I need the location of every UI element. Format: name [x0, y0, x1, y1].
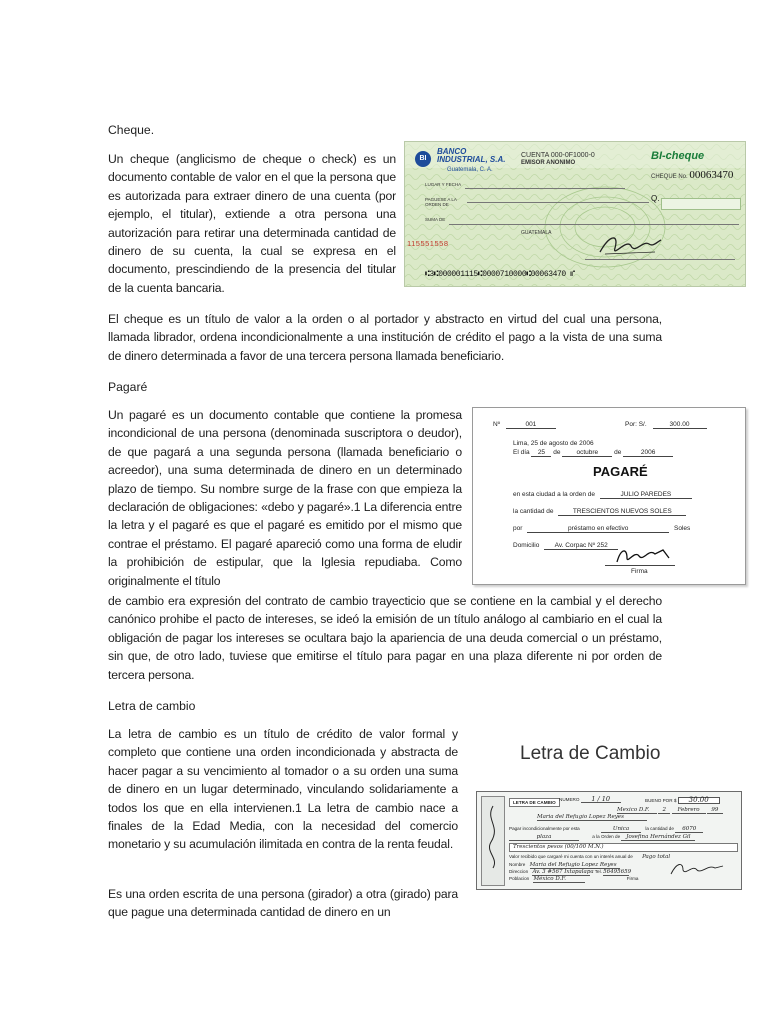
letra-tel-label: Tel. — [594, 869, 602, 874]
letra-pago-total: Pago total — [642, 854, 671, 860]
place-date-label: LUGAR Y FECHA — [425, 182, 462, 187]
pagare-concept: préstamo en efectivo — [527, 525, 669, 533]
pagare-number-label: Nº — [493, 421, 501, 428]
pagare-address-label: Domicilio — [513, 542, 540, 549]
pagare-concept-label: por — [513, 525, 523, 532]
pagare-due-month: octubre — [562, 449, 612, 457]
pay-to-label: PAGUESE A LA ORDEN DE — [425, 197, 457, 207]
letra-plaza-value: plaza — [509, 835, 579, 841]
pagare-amount: 300.00 — [653, 421, 707, 429]
paragraph-letra-order: Es una orden escrita de una persona (girador) a otra (girado) para que pague una determinada cantidad de dinero en un — [108, 887, 458, 920]
letra-acceptance-signature-icon — [483, 802, 503, 872]
pagare-sum-label: la cantidad de — [513, 508, 554, 515]
bank-name-line2: INDUSTRIAL, S.A. — [437, 155, 506, 164]
brand-bi-cheque: BI-cheque — [651, 150, 705, 162]
letra-direccion-label: Direccion — [509, 869, 529, 874]
pagare-beneficiary: JULIO PAREDES — [600, 491, 692, 499]
letra-number-label: NUMERO — [559, 797, 580, 802]
micr-line: ⑆3⑆000001115⑆0000710000⑆00063470 ⑈ — [425, 270, 575, 279]
paragraph-cheque-legal: El cheque es un título de valor a la orden o al portador y abstracto en virtud del cual una persona, llamada librador, ordena incondicionalmente a una institución de crédito el pago a la vista de una suma de dinero determinada a favor de una tercera persona llamada beneficiario. — [108, 312, 662, 363]
pay-to-line — [467, 202, 649, 203]
pagare-currency: Soles — [674, 525, 691, 532]
letra-signature-icon — [667, 858, 727, 878]
pagare-due-day: 25 — [531, 449, 551, 457]
letra-number: 1 / 10 — [581, 797, 621, 803]
pagare-due-year: 2006 — [623, 449, 673, 457]
letra-year: 99 — [707, 808, 723, 814]
letra-month: Febrero — [672, 808, 706, 814]
cheque-number-label: CHEQUE No. — [651, 174, 688, 180]
letra-tel-value: 56495659 — [603, 869, 632, 875]
letra-poblacion-label: Poblacion — [509, 876, 530, 881]
place-date-line — [465, 188, 625, 189]
signature-line — [585, 259, 735, 260]
letra-nombre-label: Nombre — [509, 862, 526, 867]
letra-image — [476, 791, 742, 890]
sum-line — [449, 224, 739, 225]
pagare-address: Av. Corpac Nº 252 — [544, 542, 618, 550]
letra-cantidad-label: la cantidad de — [645, 826, 674, 831]
heading-letra-de-cambio: Letra de cambio — [108, 699, 196, 713]
pagare-number: 001 — [506, 421, 556, 429]
pagare-de-1: de — [553, 449, 561, 456]
pagare-place-date: Lima, 25 de agosto de 2006 — [513, 440, 594, 447]
heading-cheque: Cheque. — [108, 123, 155, 137]
letra-orden-label: a la Orden de — [592, 834, 621, 839]
bank-logo-icon: BI — [415, 151, 431, 167]
paragraph-pagare-history: de cambio era expresión del contrato de cambio trayecticio que se contiene en la cambial y el derecho canónico prohibe el pacto de intereses, se ideó la emisión de un título análogo al cambiario en el cual la obligación de pagar los intereses se ocultara bajo la apariencia de una deuda comercial o un préstamo, sin que, de otro lado, tuviese que emitirse el título para pagar en una plaza diferente ni por orden de tercera persona. — [108, 594, 662, 682]
letra-valor-label: Valor recibido que cargaré mi cuenta con un interés anual de — [509, 854, 633, 859]
letra-heading: Letra de Cambio — [520, 743, 661, 764]
letra-drawee-name: Maria del Refugio Lopez Reyes — [537, 815, 647, 821]
letra-amount-label: BUENO POR $ — [645, 798, 677, 803]
signature-icon — [595, 230, 665, 260]
pagare-signature-label: Firma — [631, 568, 648, 575]
pagare-amount-label: Por: S/. — [625, 421, 647, 428]
amount-box — [661, 198, 741, 210]
letra-amount: 30.00 — [678, 797, 720, 804]
letra-unica: Unica — [601, 827, 641, 833]
account-number: CUENTA 000-0F1000-0 — [521, 152, 595, 159]
letra-day: 2 — [658, 808, 670, 814]
pagare-signature-line — [605, 565, 675, 566]
letra-pay-label: Pagar incondicionalmente por esta — [509, 826, 580, 831]
letra-nombre-value: Maria del Refugio Lopez Reyes — [530, 863, 620, 869]
letra-orden-value: Josefina Hernández Gil — [621, 835, 695, 841]
letra-title-label: LETRA DE CAMBIO — [509, 798, 560, 807]
account-issuer: EMISOR ANONIMO — [521, 160, 576, 166]
side-number: 115551558 — [407, 239, 449, 248]
pagare-de-2: de — [614, 449, 622, 456]
pagare-title: PAGARÉ — [593, 464, 648, 479]
letra-direccion-value: Av. 3 #567 Ixtapalapa — [532, 869, 594, 875]
letra-poblacion-value: México D.F. — [533, 877, 585, 883]
cheque-number: 00063470 — [689, 169, 734, 181]
pagare-due-label: El día — [513, 449, 530, 456]
letra-firma-label: Firma — [626, 876, 639, 881]
letra-amount-words: Trescientos pesos (00/100 M.N.) — [509, 843, 738, 852]
city-sign-label: GUATEMALA — [521, 230, 552, 236]
paragraph-cheque-definition: Un cheque (anglicismo de cheque o check) es un documento contable de valor en el que la persona que es autorizada para extraer dinero de una cuenta (por ejemplo, el titular), extiende a otra persona una autorización para retirar una determinada cantidad de dinero de su cuenta, la cual se expresa en el documento, prescindiendo de la presencia del titular de la cuenta bancaria. — [108, 152, 396, 295]
letra-place: Mexico D.F. — [617, 808, 657, 814]
bank-city: Guatemala, C. A. — [447, 167, 493, 173]
letra-cantidad-value: 6070 — [675, 827, 703, 833]
cheque-image — [404, 141, 746, 287]
heading-pagare: Pagaré — [108, 380, 148, 394]
amount-currency: Q. — [651, 194, 660, 203]
paragraph-pagare-definition: Un pagaré es un documento contable que contiene la promesa incondicional de una persona (denominada suscriptora o deudor), de que pagará a una segunda persona (llamada beneficiario o acreedor), una suma determinada de dinero en un determinado plazo de tiempo. Su nombre surge de la frase con que empieza la declaración de obligaciones: «debo y pagaré».1 La diferencia entre la letra y el pagaré es que el pagaré es emitido por el mismo que contrae el préstamo. El pagaré apareció como una forma de eludir la prohibición de estipular, que la Iglesia repudiaba. Como originalmente el título — [108, 408, 462, 588]
paragraph-letra-definition: La letra de cambio es un título de crédito de valor formal y completo que contiene una orden incondicionada y abstracta de hacer pagar a su vencimiento al tomador o a su orden una suma de dinero en un lugar determinado, vinculando solidariamente a todos los que en ella intervienen.1 La letra de cambio nace a finales de la Edad Media, con la necesidad del comercio monetario y su acumulación ilimitada en contra de la renta feudal. — [108, 727, 458, 852]
bank-name-line1: BANCO — [437, 147, 467, 156]
pagare-image — [472, 407, 746, 585]
pagare-sum-words: TRESCIENTOS NUEVOS SOLES — [558, 508, 686, 516]
pagare-order-label: en esta ciudad a la orden de — [513, 491, 596, 498]
sum-label: SUMA DE — [425, 217, 446, 222]
pagare-signature-icon — [613, 544, 673, 566]
